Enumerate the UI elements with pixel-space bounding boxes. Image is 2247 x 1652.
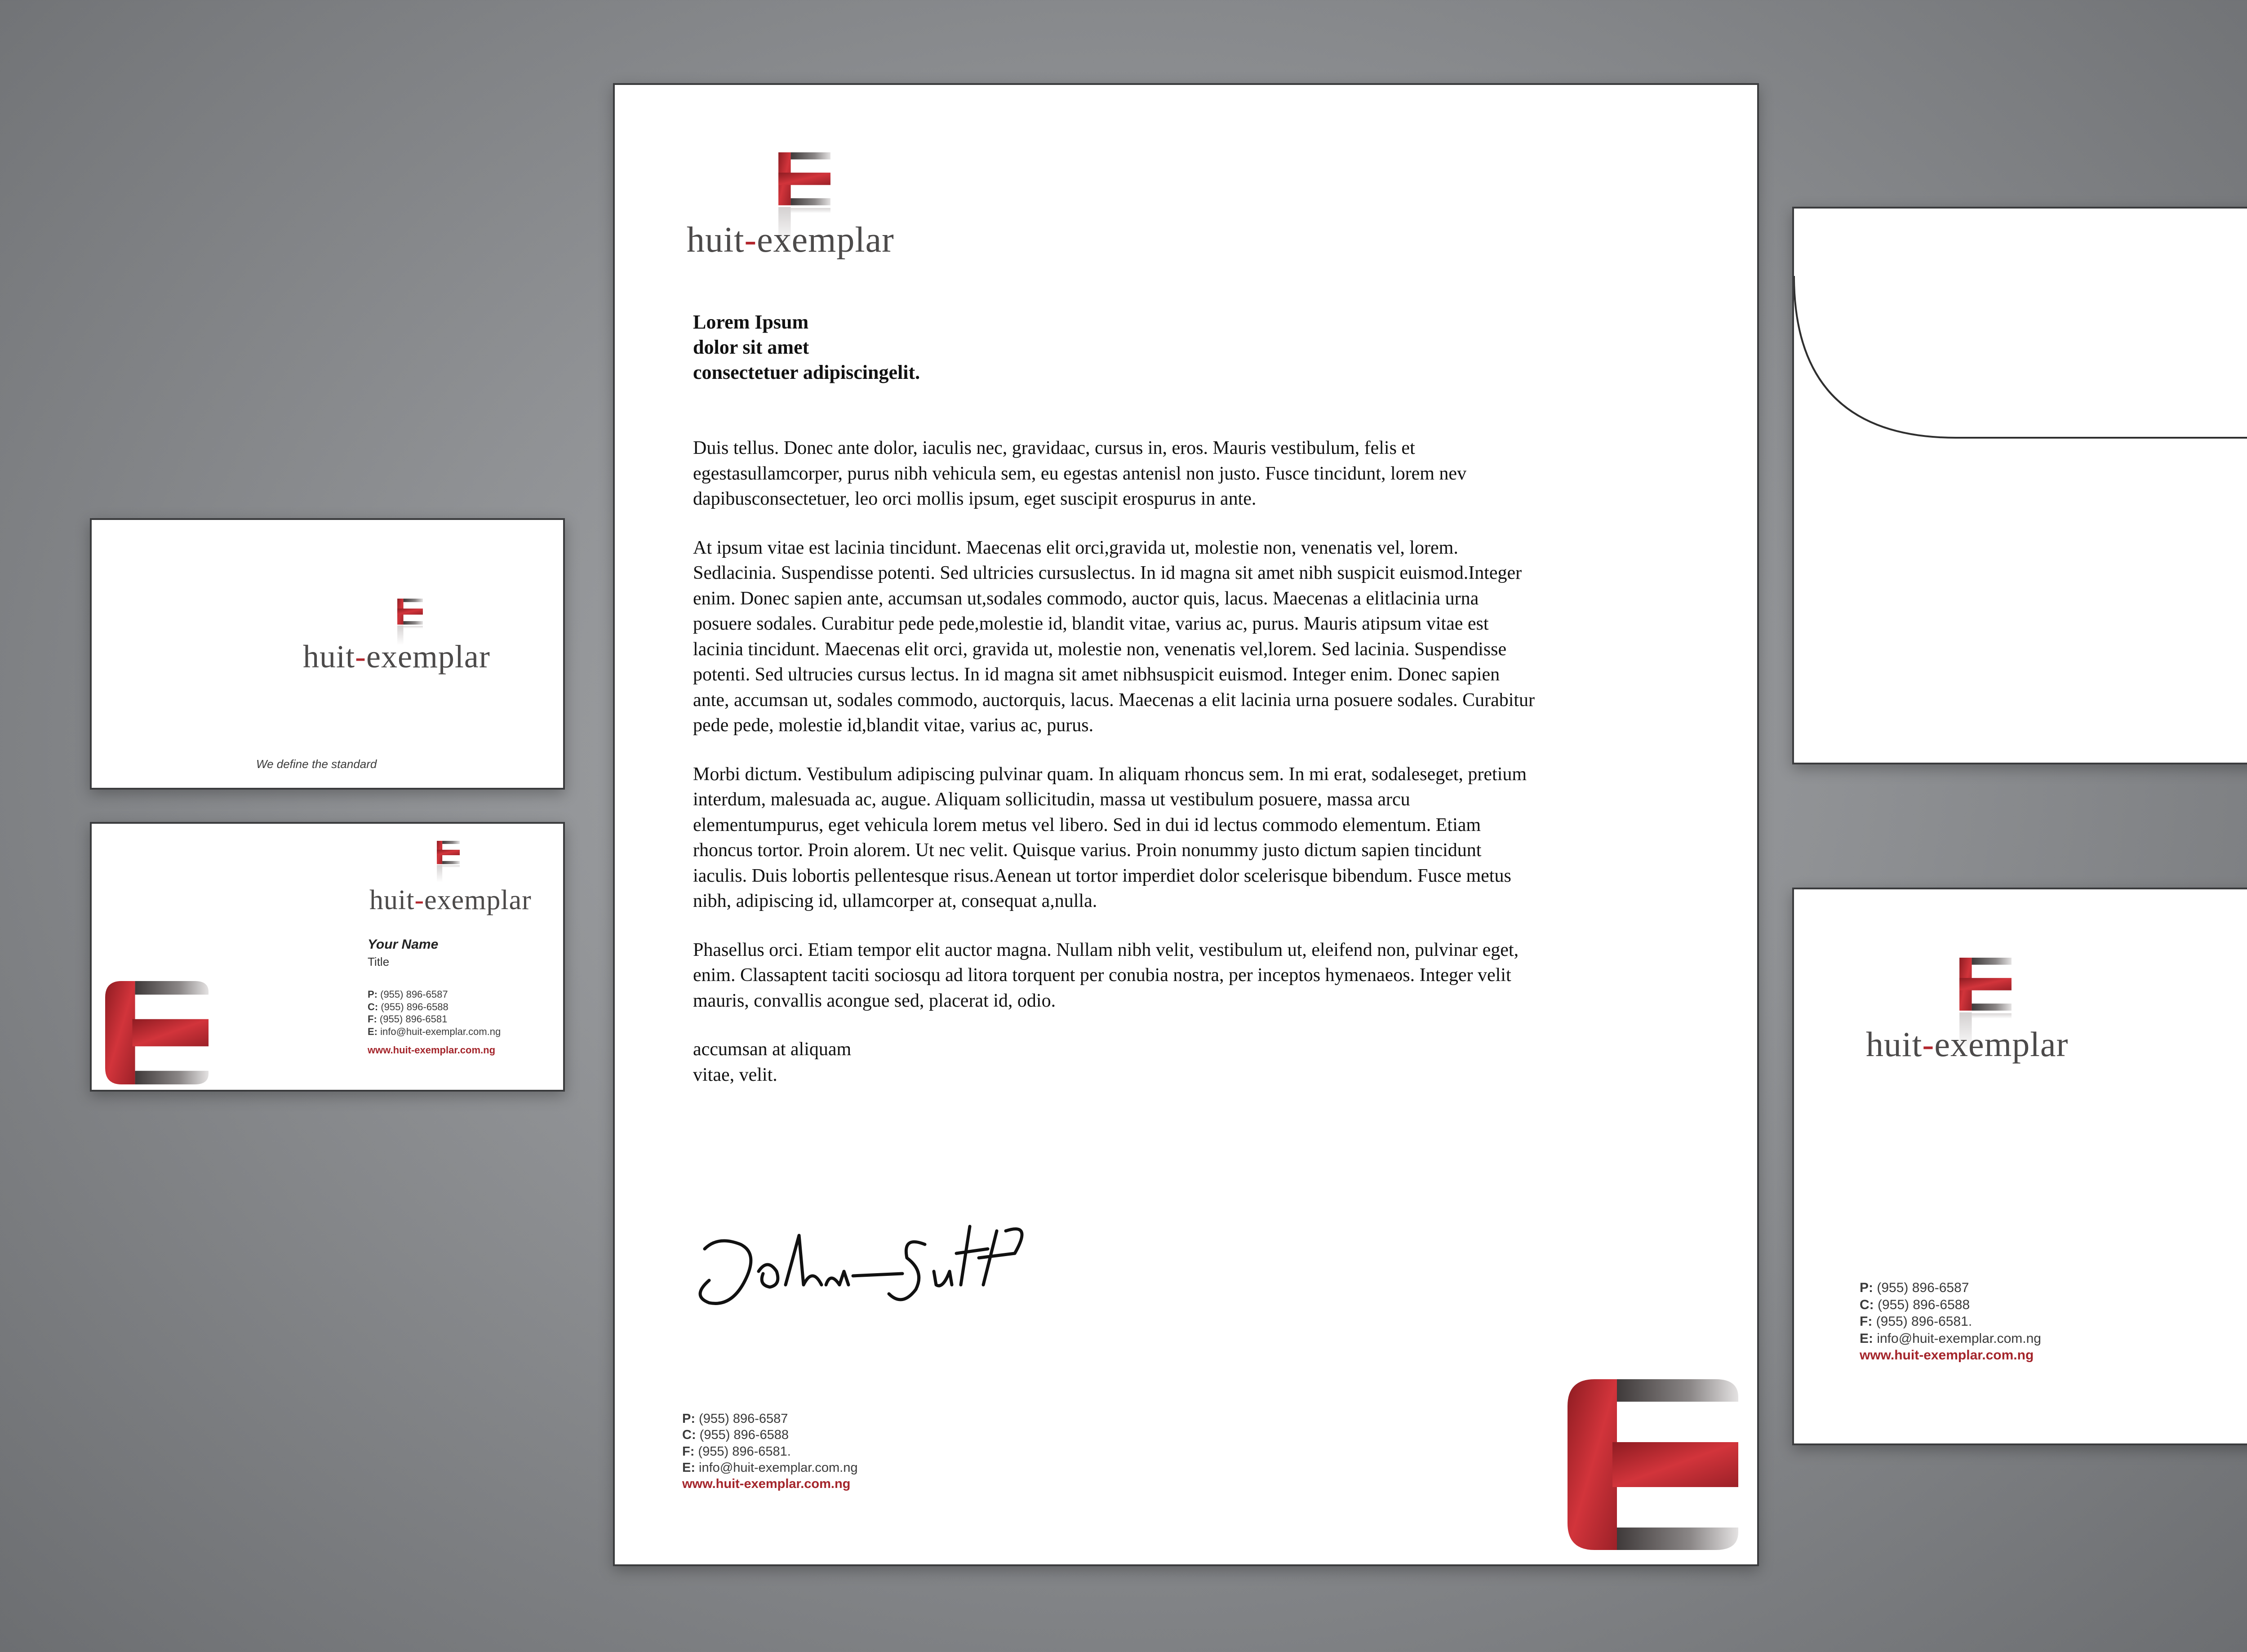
fax-row: F: (955) 896-6581: [368, 1013, 448, 1025]
envelope-back: [1792, 207, 2247, 764]
cell-row: C: (955) 896-6588: [368, 1001, 449, 1013]
big-e-mark-icon: [105, 981, 209, 1084]
body-paragraph: At ipsum vitae est lacinia tincidunt. Maecenas elit orci,gravida ut, molestie non, venenatis vel, lorem. Sedlacinia. Suspendisse potenti. Sed ultricies cursuslectus. In id magna sit amet nibh suspicit euismod.Integer enim. Donec sapien ante, accumsan ut,sodales commodo, auctor quis, lacus. Maecenas a elitlacinia urna posuere sodales. Curabitur pede pede,molestie id, blandit vitae, varius ac, purus. Mauris atipsum vitae est lacinia tincidunt. Maecenas elit orci, gravida ut, molestie non, venenatis vel,lorem. Sed lacinia. Suspendisse potenti. Sed ultrucies cursus lectus. In id magna sit amet nibhsuspicit euismod. Integer enim. Donec sapien ante, accumsan ut, sodales commodo, auctorquis, lacus. Maecenas a elit lacinia urna posuere sodales. Curabitur pede pede, molestie id,blandit vitae, varius ac, purus.: [693, 537, 1535, 736]
phone-row: P: (955) 896-6587: [1860, 1280, 1969, 1295]
brand-name-hyphen: -: [744, 220, 757, 260]
email-row: E: info@huit-exemplar.com.ng: [368, 1026, 501, 1037]
brand-wordmark: [369, 884, 532, 916]
cell-row: C: (955) 896-6588: [682, 1428, 789, 1443]
email-row: E: info@huit-exemplar.com.ng: [682, 1460, 858, 1475]
closing-line: accumsan at aliquam: [693, 1039, 852, 1060]
letter-body: [693, 435, 1538, 1088]
brand-name-left: huit: [687, 220, 745, 260]
brand-name-right: exemplar: [757, 220, 894, 260]
tagline: We define the standard: [256, 757, 377, 771]
envelope-front: [1792, 888, 2247, 1445]
big-e-mark-icon: [1568, 1379, 1738, 1550]
brand-name-hyphen: -: [355, 639, 366, 675]
e-logo-icon: [437, 841, 460, 884]
closing-line: vitae, velit.: [693, 1064, 777, 1085]
letter-contact-block: [682, 1411, 858, 1492]
fax-row: F: (955) 896-6581.: [682, 1444, 791, 1459]
brand-name-hyphen: -: [414, 885, 425, 915]
website-link[interactable]: www.huit-exemplar.com.ng: [368, 1044, 496, 1056]
email-row: E: info@huit-exemplar.com.ng: [1860, 1331, 2041, 1346]
brand-name-left: huit: [369, 885, 415, 915]
cell-row: C: (955) 896-6588: [1860, 1297, 1970, 1312]
business-card-front: [90, 518, 565, 790]
brand-wordmark: [1866, 1024, 2069, 1065]
phone-row: P: (955) 896-6587: [368, 989, 448, 1000]
brand-wordmark: [687, 220, 894, 261]
brand-name-right: exemplar: [424, 885, 532, 915]
brand-name-left: huit: [1866, 1025, 1923, 1064]
heading-line: dolor sit amet: [693, 336, 809, 358]
phone-row: P: (955) 896-6587: [682, 1412, 788, 1426]
website-link[interactable]: www.huit-exemplar.com.ng: [682, 1477, 851, 1491]
closing: [693, 1037, 1538, 1088]
letterhead: [613, 83, 1759, 1566]
brand-name-left: huit: [303, 639, 355, 675]
brand-name-right: exemplar: [1934, 1025, 2069, 1064]
business-card-back: [90, 822, 565, 1092]
envelope-flap: [1794, 209, 2247, 460]
card-name: Your Name: [368, 937, 439, 952]
brand-wordmark: [303, 638, 490, 675]
brand-name-hyphen: -: [1922, 1025, 1935, 1064]
signature-graphic: [691, 1217, 1060, 1321]
envelope-contact-block: [1860, 1279, 2041, 1364]
card-title: Title: [368, 955, 390, 968]
card-contact-block: [368, 988, 501, 1057]
body-paragraph: Duis tellus. Donec ante dolor, iaculis nec, gravidaac, cursus in, eros. Mauris vestibulum, felis et egestasullamcorper, purus nibh vehicula sem, eu egestas antenisl non justo. Fusce tincidunt, lorem nev dapibusconsectetuer, leo orci mollis ipsum, eget suscipit erospurus in ante.: [693, 438, 1467, 509]
body-paragraph: Phasellus orci. Etiam tempor elit auctor magna. Nullam nibh velit, vestibulum ut, eleifend non, pulvinar eget, enim. Classaptent taciti sociosqu ad litora torquent per conubia nostra, per inceptos hymenaeos. Integer velit mauris, convallis acongue sed, placerat id, odio.: [693, 939, 1519, 1011]
fax-row: F: (955) 896-6581.: [1860, 1314, 1972, 1329]
letter-heading: [693, 310, 920, 385]
body-paragraph: Morbi dictum. Vestibulum adipiscing pulvinar quam. In aliquam rhoncus sem. In mi erat, sodaleseget, pretium interdum, malesuada ac, augue. Aliquam sollicitudin, massa ut vestibulum posuere, massa arcu elementumpurus, eget vehicula lorem metus vel libero. Sed in dui id lectus commodo elementum. Etiam rhoncus tortor. Proin alorem. Ut nec velit. Quisque varius. Proin nonummy justo dictum sapien tincidunt iaculis. Duis lobortis pellentesque risus.Aenean ut tortor imperdiet dolor scelerisque bibendum. Fusce metus nibh, adipiscing id, ullamcorper at, consequat a,nulla.: [693, 764, 1527, 911]
website-link[interactable]: www.huit-exemplar.com.ng: [1860, 1348, 2034, 1363]
heading-line: consectetuer adipiscingelit.: [693, 361, 920, 383]
brand-name-right: exemplar: [366, 639, 490, 675]
heading-line: Lorem Ipsum: [693, 311, 809, 333]
